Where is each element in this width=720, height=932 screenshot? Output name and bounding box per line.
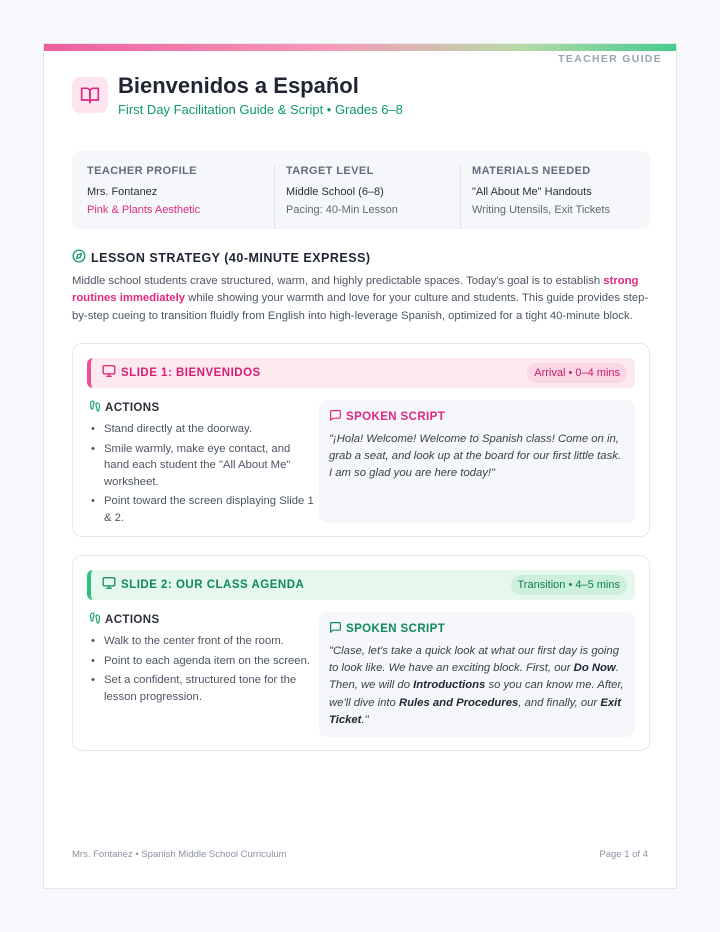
materials-line-1: "All About Me" Handouts <box>472 186 592 198</box>
profile-panel <box>72 151 650 229</box>
slide-2-card <box>72 555 650 751</box>
slide-1-band <box>87 358 635 388</box>
script-label: SPOKEN SCRIPT <box>346 623 446 635</box>
script-emphasis: Rules and Procedures <box>398 696 519 709</box>
slide-1-script-text: "¡Hola! Welcome! Welcome to Spanish class! Come on in, grab a seat, and look up at the board for our first little task. I am so glad you are here today!" <box>329 433 621 480</box>
list-item: • Stand directly at the doorway. <box>89 421 314 438</box>
slide-2-timing-badge: Transition • 4–5 mins <box>511 575 628 595</box>
pacing-value: Pacing: 40-Min Lesson <box>286 204 398 216</box>
doc-tag: TEACHER GUIDE <box>558 53 662 65</box>
teacher-profile-label: TEACHER PROFILE <box>87 165 197 177</box>
script-heading <box>329 409 625 425</box>
strategy-text-b: while showing your warmth and love for your culture and students. This guide provides step-by-step cueing to transition fluidly from English into high-leverage Spanish, optimized for a tight 40-minute block. <box>72 292 649 322</box>
script-part: ." <box>361 713 369 726</box>
book-icon <box>72 77 108 113</box>
slide-2-script-box <box>319 612 635 737</box>
script-part: so you can know me. After, we'll dive into <box>329 679 624 709</box>
slide-1-script-box <box>319 400 635 523</box>
target-level-label: TARGET LEVEL <box>286 165 374 177</box>
list-item: • Walk to the center front of the room. <box>89 633 314 650</box>
list-item: • Point toward the screen displaying Slide 1 & 2. <box>89 493 314 526</box>
script-emphasis: Exit Ticket <box>329 696 622 726</box>
list-item: • Smile warmly, make eye contact, and hand each student the "All About Me" worksheet. <box>89 441 314 491</box>
script-emphasis: Introductions <box>413 679 486 692</box>
target-level-value: Middle School (6–8) <box>286 186 384 198</box>
strategy-heading-text: LESSON STRATEGY (40-MINUTE EXPRESS) <box>91 250 371 265</box>
script-part: , and finally, our <box>518 696 601 709</box>
page-subtitle: First Day Facilitation Guide & Script • Grades 6–8 <box>118 102 403 117</box>
footprints-icon <box>89 612 105 627</box>
script-part: "Clase, let's take a quick look at what our first day is going to look like. We have an exciting block. First, our <box>329 645 619 675</box>
slide-2-title: SLIDE 2: OUR CLASS AGENDA <box>121 579 305 591</box>
list-item: • Point to each agenda item on the screen. <box>89 653 314 670</box>
actions-heading <box>89 400 314 415</box>
slide-1-title: SLIDE 1: BIENVENIDOS <box>121 367 261 379</box>
page-title: Bienvenidos a Español <box>118 73 359 98</box>
actions-label: ACTIONS <box>105 613 160 626</box>
slide-2-actions <box>89 612 314 708</box>
slide-2-action-list <box>89 633 314 705</box>
slide-1-timing-badge: Arrival • 0–4 mins <box>527 363 627 383</box>
slide-2-script-text <box>329 643 625 729</box>
teacher-aesthetic: Pink & Plants Aesthetic <box>87 204 201 216</box>
page-number: Page 1 of 4 <box>599 849 648 860</box>
monitor-icon <box>102 364 116 383</box>
monitor-icon <box>102 576 116 595</box>
materials-label: MATERIALS NEEDED <box>472 165 591 177</box>
teacher-name: Mrs. Fontanez <box>87 186 158 198</box>
slide-2-band <box>87 570 635 600</box>
document-page <box>43 43 677 889</box>
actions-label: ACTIONS <box>105 401 160 414</box>
list-item: • Set a confident, structured tone for the lesson progression. <box>89 672 314 705</box>
gradient-top-bar <box>44 44 676 51</box>
slide-1-action-list <box>89 421 314 526</box>
slide-1-card <box>72 343 650 537</box>
strategy-heading <box>72 249 371 266</box>
strategy-highlight: strong routines immediately <box>72 275 639 305</box>
header <box>72 73 403 117</box>
materials-line-2: Writing Utensils, Exit Tickets <box>472 204 610 216</box>
materials-column <box>460 165 650 229</box>
actions-heading <box>89 612 314 627</box>
footer-left: Mrs. Fontanez • Spanish Middle School Curriculum <box>72 849 287 860</box>
script-label: SPOKEN SCRIPT <box>346 411 446 423</box>
message-icon <box>329 409 346 425</box>
script-emphasis: Do Now <box>573 662 616 675</box>
teacher-profile-column <box>87 165 274 229</box>
compass-icon <box>72 249 91 266</box>
message-icon <box>329 621 346 637</box>
strategy-text-a: Middle school students crave structured, warm, and highly predictable spaces. Today's goal is to establish <box>72 275 604 287</box>
footprints-icon <box>89 400 105 415</box>
script-heading <box>329 621 625 637</box>
strategy-paragraph <box>72 273 652 325</box>
target-level-column <box>274 165 460 229</box>
script-part: . Then, we will do <box>329 662 619 692</box>
slide-1-actions <box>89 400 314 529</box>
